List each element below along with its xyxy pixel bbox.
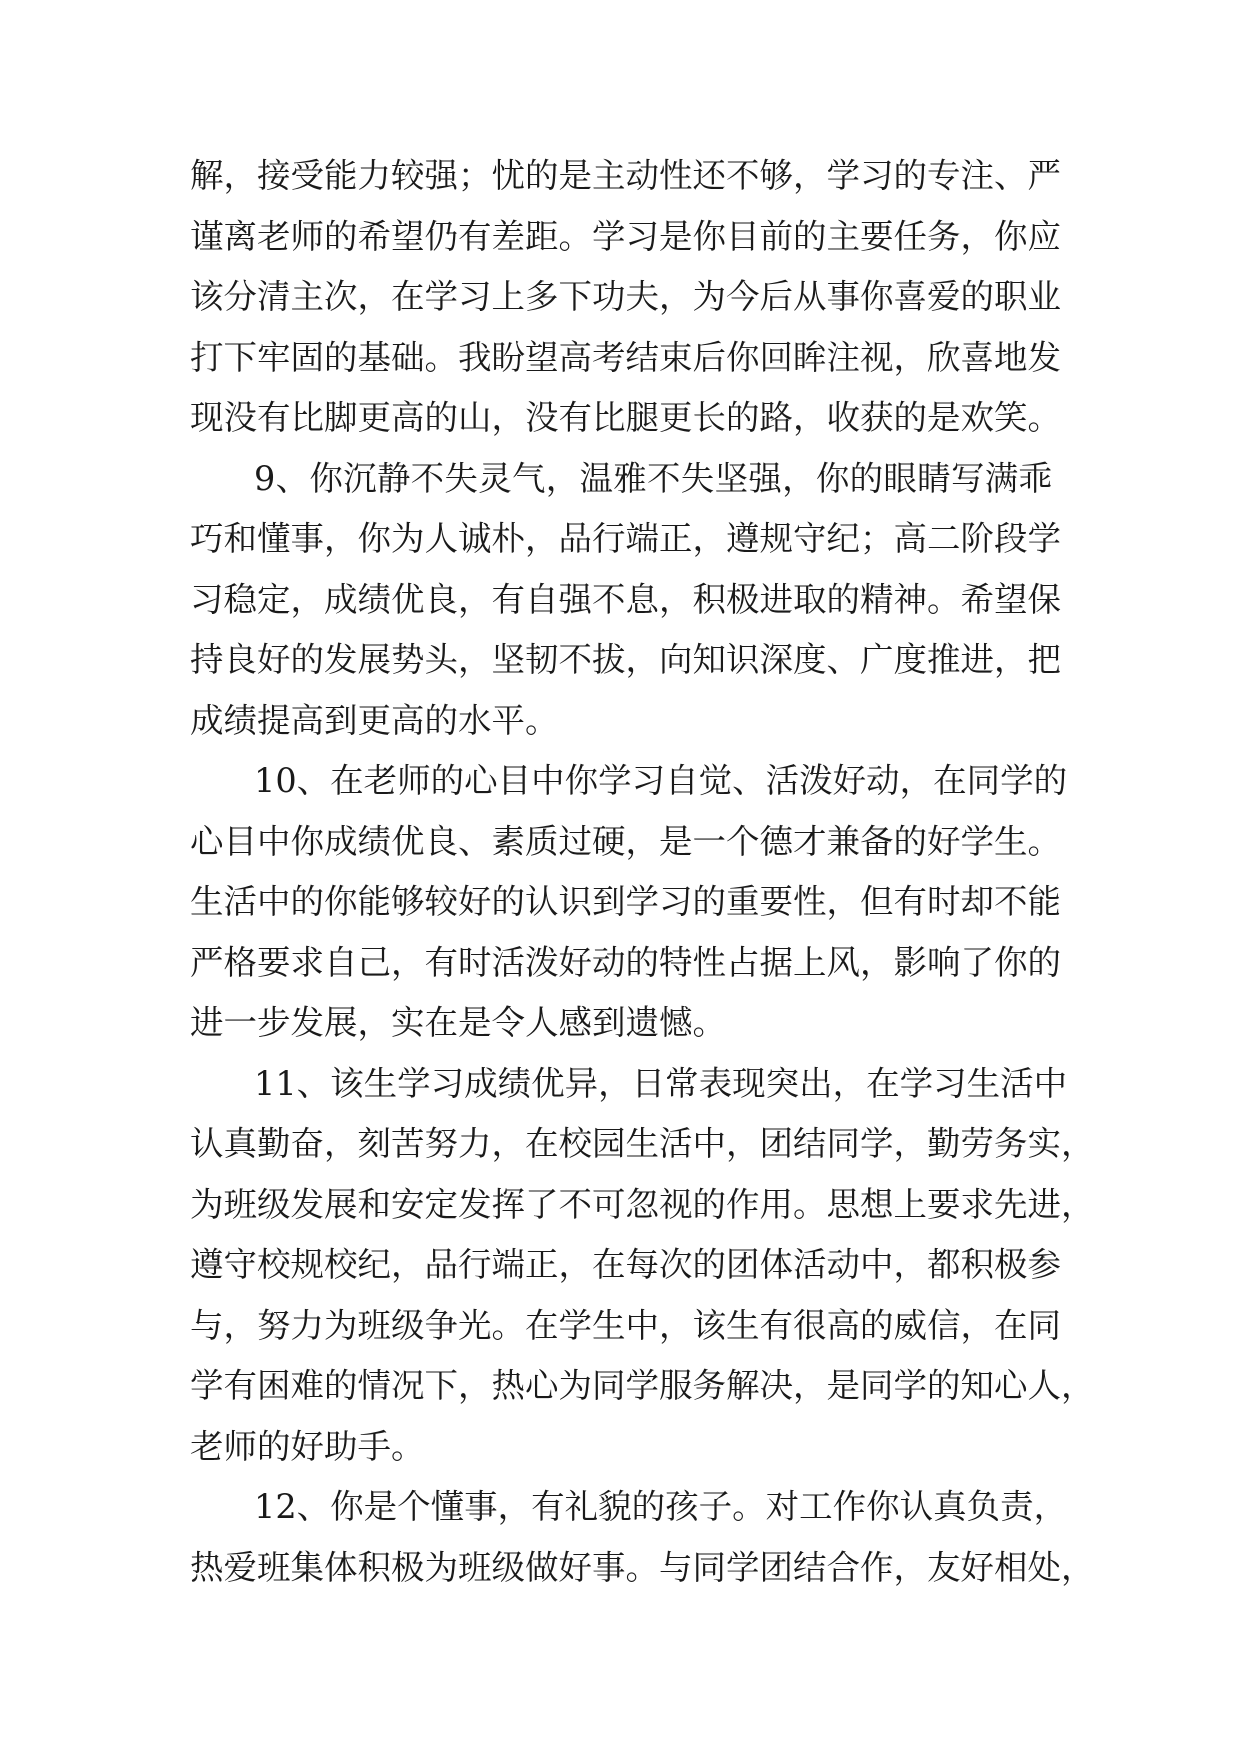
text-line: 巧和懂事，你为人诚朴，品行端正，遵规守纪；高二阶段学 — [190, 519, 1061, 558]
paragraph-11-start: 11、该生学习成绩优异，日常表现突出，在学习生活中 — [254, 1063, 1068, 1103]
text-line: 解，接受能力较强；忧的是主动性还不够，学习的专注、严 — [190, 156, 1061, 195]
document-body — [190, 146, 1095, 1598]
text-line: 严格要求自己，有时活泼好动的特性占据上风，影响了你的 — [190, 942, 1061, 982]
text-line: 成绩提高到更高的水平。 — [190, 700, 559, 740]
paragraph-9-start: 9、你沉静不失灵气，温雅不失坚强，你的眼睛写满乖 — [254, 458, 1052, 498]
text-line: 现没有比脚更高的山，没有比腿更长的路，收获的是欢笑。 — [190, 398, 1061, 437]
text-line: 老师的好助手。 — [190, 1426, 425, 1466]
text-line: 习稳定，成绩优良，有自强不息，积极进取的精神。希望保 — [190, 579, 1061, 619]
text-line: 进一步发展，实在是令人感到遗憾。 — [190, 1003, 726, 1042]
text-line: 持良好的发展势头，坚韧不拔，向知识深度、广度推进，把 — [190, 640, 1061, 679]
paragraph-12-start: 12、你是个懂事，有礼貌的孩子。对工作你认真负责， — [254, 1487, 1068, 1526]
text-line: 打下牢固的基础。我盼望高考结束后你回眸注视，欣喜地发 — [190, 337, 1061, 377]
text-line: 认真勤奋，刻苦努力，在校园生活中，团结同学，勤劳务实， — [190, 1124, 1095, 1163]
text-line: 热爱班集体积极为班级做好事。与同学团结合作，友好相处， — [190, 1547, 1095, 1587]
text-line: 该分清主次，在学习上多下功夫，为今后从事你喜爱的职业 — [190, 277, 1061, 316]
text-line: 心目中你成绩优良、素质过硬，是一个德才兼备的好学生。 — [190, 821, 1061, 861]
text-line: 生活中的你能够较好的认识到学习的重要性，但有时却不能 — [190, 882, 1061, 921]
paragraph-10-start: 10、在老师的心目中你学习自觉、活泼好动，在同学的 — [254, 761, 1068, 800]
text-line: 谨离老师的希望仍有差距。学习是你目前的主要任务，你应 — [190, 216, 1061, 256]
text-line: 学有困难的情况下，热心为同学服务解决，是同学的知心人， — [190, 1366, 1095, 1405]
text-line: 遵守校规校纪，品行端正，在每次的团体活动中，都积极参 — [190, 1245, 1061, 1284]
text-line: 与，努力为班级争光。在学生中，该生有很高的威信，在同 — [190, 1305, 1061, 1345]
text-line: 为班级发展和安定发挥了不可忽视的作用。思想上要求先进， — [190, 1184, 1095, 1224]
